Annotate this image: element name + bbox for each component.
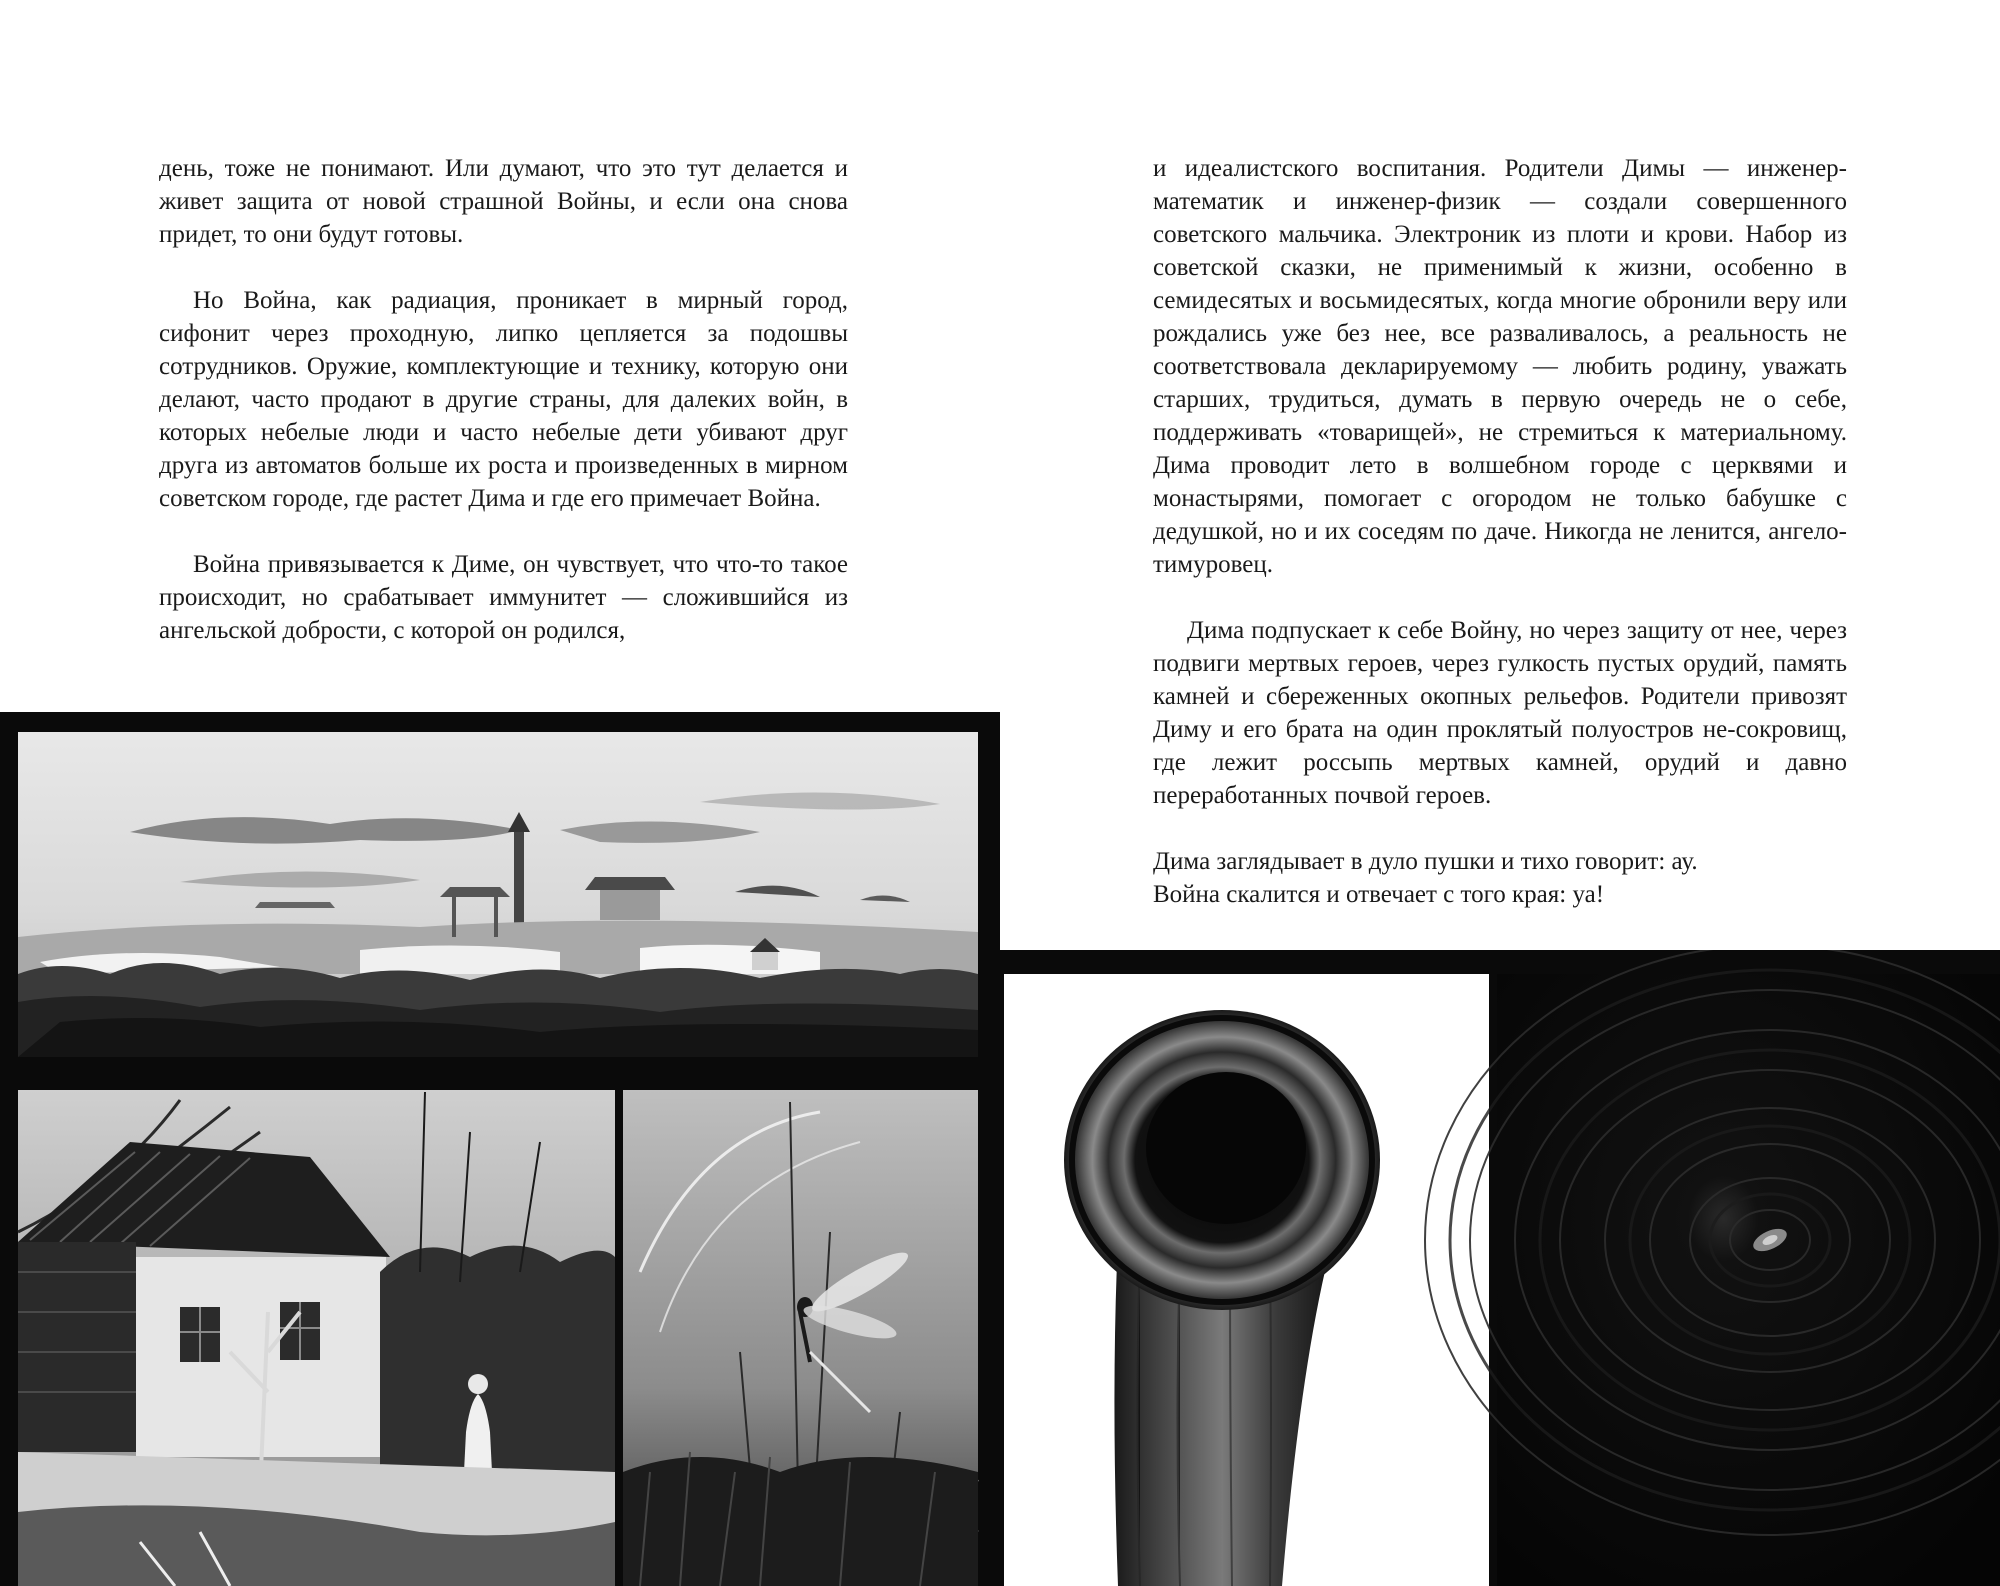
panel-void: [1425, 950, 2000, 1586]
right-page-text: [1153, 152, 1847, 911]
cannon-void-illustration: [1000, 950, 2000, 1586]
panel-dragonfly: [623, 1090, 978, 1586]
panel-landscape: [18, 732, 978, 1057]
dialogue-line-2: Война скалится и отвечает с того края: уа!: [1153, 881, 1605, 908]
paragraph-6: [1153, 845, 1847, 911]
right-page: [1000, 0, 2000, 1586]
left-page-text: [159, 152, 848, 647]
paragraph-4: и идеалистского воспитания. Родители Димы — инженер-математик и инженер-физик — создали совершенного советского мальчика. Электроник из плоти и крови. Набор из советской сказки, не применимый к жизни, особенно в семидесятых и восьмидесятых, когда многие обронили веру или рождались уже без нее, все разваливалось, а реальность не соответствовала декларируемому — любить родину, уважать старших, трудиться, думать в первую очередь не о себе, поддерживать «товарищей», не стремиться к материальному. Дима проводит лето в волшебном городе с церквями и монастырями, помогает с огородом не только бабушке с дедушкой, но и их соседям по даче. Никогда не ленится, ангело-тимуровец.: [1153, 155, 1847, 578]
dialogue-line-1: Дима заглядывает в дуло пушки и тихо говорит: ау.: [1153, 848, 1698, 875]
paragraph-2: Но Война, как радиация, проникает в мирный город, сифонит через проходную, липко цепляется за подошвы сотрудников. Оружие, комплектующие и технику, которую они делают, часто продают в другие страны, для далеких войн, в которых небелые люди и часто небелые дети убивают друг друга из автоматов больше их роста и произведенных в мирном советском городе, где растет Дима и где его примечает Война.: [159, 287, 848, 512]
paragraph-1: день, тоже не понимают. Или думают, что это тут делается и живет защита от новой страшной Войны, и если она снова придет, то они будут готовы.: [159, 155, 848, 248]
comic-panels-illustration: [0, 712, 1000, 1586]
panel-house: [18, 1090, 615, 1586]
paragraph-5: Дима подпускает к себе Войну, но через защиту от нее, через подвиги мертвых героев, через гулкость пустых орудий, память камней и сбереженных окопных рельефов. Родители привозят Диму и его брата на один проклятый полуостров не-сокровищ, где лежит россыпь мертвых камней, орудий и давно переработанных почвой героев.: [1153, 617, 1847, 809]
paragraph-3: Война привязывается к Диме, он чувствует, что что-то такое происходит, но срабатывает иммунитет — сложившийся из ангельской доброcти, с которой он родился,: [159, 551, 848, 644]
panel-cannon: [1004, 974, 1489, 1586]
